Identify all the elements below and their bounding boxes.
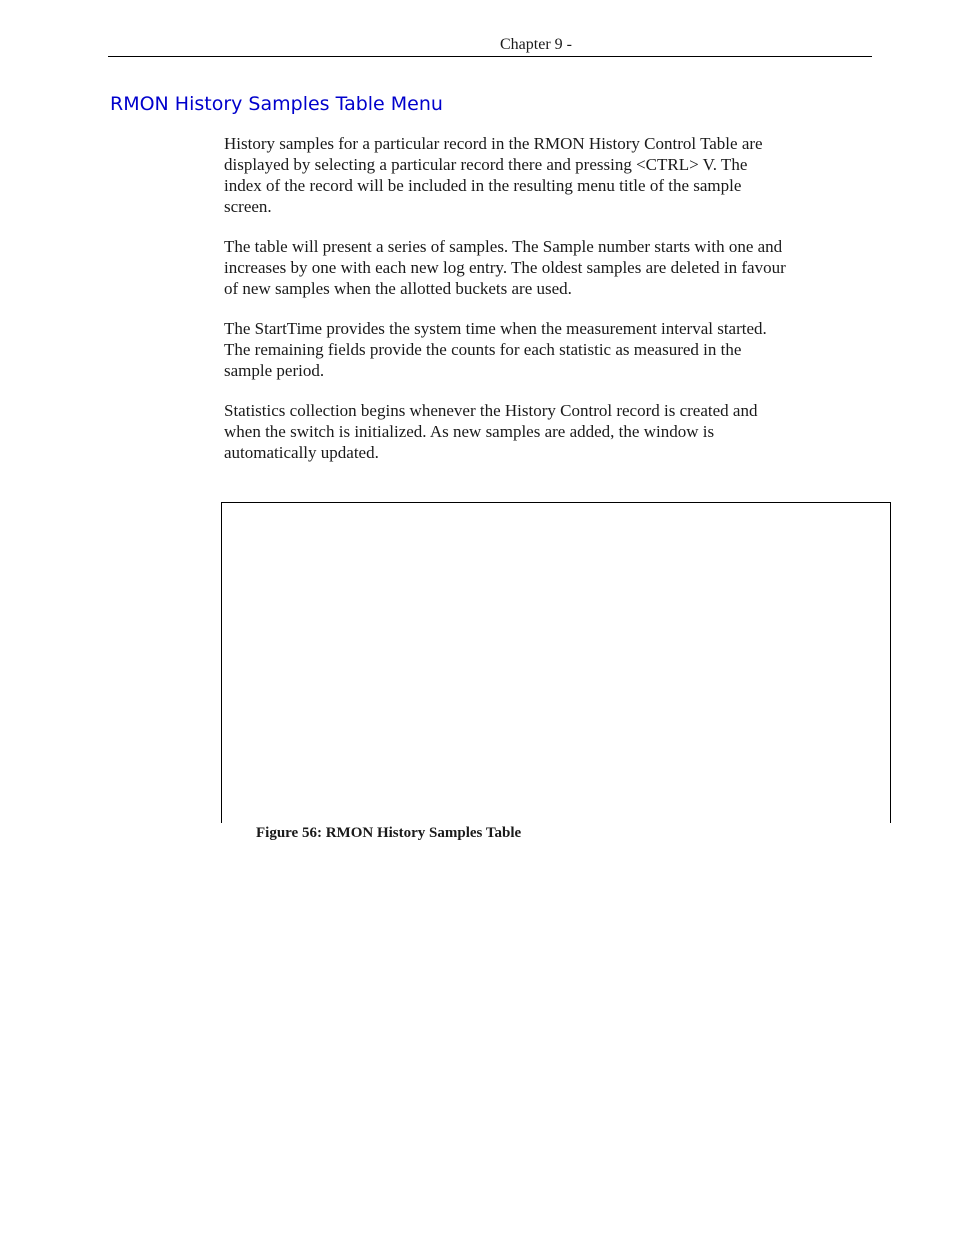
paragraph-line: increases by one with each new log entry. The oldest samples are deleted in favour xyxy=(224,258,786,277)
paragraph-line: automatically updated. xyxy=(224,443,379,462)
paragraph-sample-series xyxy=(224,236,874,299)
paragraph-statistics-collection xyxy=(224,400,874,463)
figure-caption: Figure 56: RMON History Samples Table xyxy=(256,825,522,841)
running-header xyxy=(108,34,872,57)
paragraph-line: The table will present a series of samples. The Sample number starts with one and xyxy=(224,237,783,256)
paragraph-line: screen. xyxy=(224,197,272,216)
paragraph-history-samples xyxy=(224,133,874,217)
section-title: RMON History Samples Table Menu xyxy=(110,93,443,115)
figure-frame xyxy=(221,502,891,823)
paragraph-line: The remaining fields provide the counts for each statistic as measured in the xyxy=(224,340,742,359)
paragraph-start-time xyxy=(224,318,874,381)
paragraph-line: Statistics collection begins whenever the History Control record is created and xyxy=(224,401,758,420)
paragraph-line: index of the record will be included in the resulting menu title of the sample xyxy=(224,176,742,195)
chapter-label: Chapter 9 - xyxy=(500,36,572,53)
paragraph-line: History samples for a particular record in the RMON History Control Table are xyxy=(224,134,763,153)
paragraph-line: when the switch is initialized. As new samples are added, the window is xyxy=(224,422,715,441)
body-text xyxy=(224,133,874,482)
paragraph-line: sample period. xyxy=(224,361,325,380)
paragraph-line: The StartTime provides the system time when the measurement interval started. xyxy=(224,319,767,338)
paragraph-line: of new samples when the allotted buckets are used. xyxy=(224,279,572,298)
paragraph-line: displayed by selecting a particular record there and pressing <CTRL> V. The xyxy=(224,155,748,174)
